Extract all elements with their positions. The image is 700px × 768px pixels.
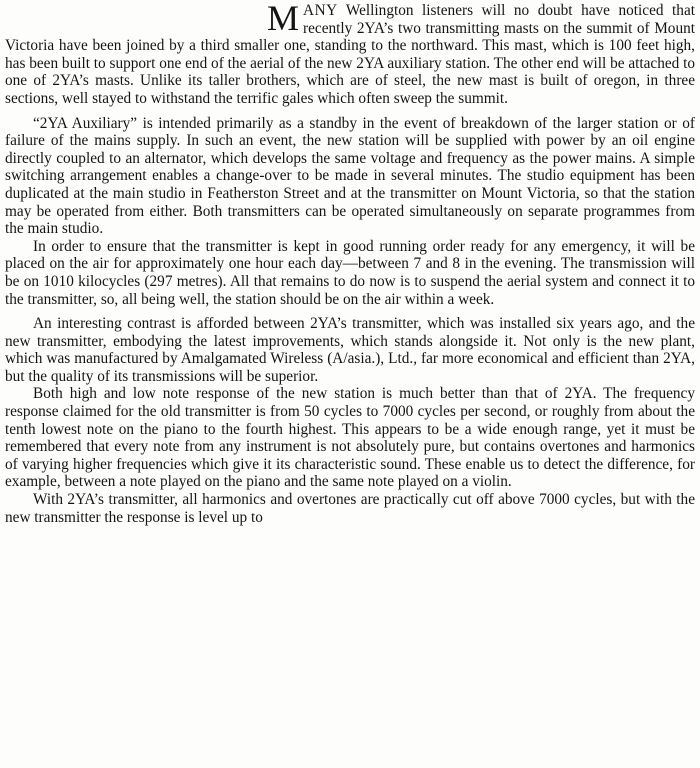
lead-word: ANY xyxy=(303,2,338,19)
paragraph-text: Wellington listeners will no doubt have noticed that recently 2YA’s two transmitting masts on the summit of Mount Victoria have been joined by a third smaller one, standing to the northward. This mast, which is 100 feet high, has been built to support one end of the aerial of the new 2YA auxiliary station. The other end will be attached to one of 2YA’s masts. Unlike its taller brothers, which are of steel, the new mast is built of oregon, in three sections, well stayed to withstand the terrific gales which often sweep the summit. xyxy=(5,2,696,107)
article-paragraph-5: Both high and low note response of the new station is much better than that of 2YA. The frequency response claimed for the old transmitter is from 50 cycles to 7000 cycles per second, or roughly from about the tenth lowest note on the piano to the fourth highest. This appears to be a wide enough range, yet it must be remembered that every note from any instrument is not absolutely pure, but contains overtones and harmonics of varying higher frequencies which give it its characteristic sound. These enable us to detect the difference, for example, between a note played on the piano and the same note played on a violin. xyxy=(5,385,695,491)
drop-cap-letter: M xyxy=(267,0,300,38)
article-paragraph-3: In order to ensure that the transmitter is kept in good running order ready for any emergency, it will be placed on the air for approximately one hour each day—between 7 and 8 in the evening. The transmission will be on 1010 kilocycles (297 metres). All that remains to do now is to suspend the aerial system and connect it to the transmitter, so, all being well, the station should be on the air within a week. xyxy=(5,237,695,308)
article-paragraph-1 xyxy=(5,0,695,108)
article-paragraph-2: “2YA Auxiliary” is intended primarily as a standby in the event of breakdown of the larger station or of failure of the mains supply. In such an event, the new station will be supplied with power by an oil engine directly coupled to an alternator, which develops the same voltage and frequency as the power mains. A simple switching arrangement enables a change-over to be made in several minutes. The studio equipment has been duplicated at the main studio in Featherston Street and at the transmitter on Mount Victoria, so that the station may be operated from either. Both transmitters can be operated simultaneously on separate programmes from the main studio. xyxy=(5,114,695,238)
article-paragraph-4: An interesting contrast is afforded between 2YA’s transmitter, which was installed six years ago, and the new transmitter, embodying the latest improvements, which stands alongside it. Not only is the new plant, which was manufactured by Amalgamated Wireless (A/asia.), Ltd., far more economical and efficient than 2YA, but the quality of its transmissions will be superior. xyxy=(5,315,695,385)
article-paragraph-6: With 2YA’s transmitter, all harmonics and overtones are practically cut off above 7000 cycles, but with the new transmitter the response is level up to xyxy=(5,491,695,526)
